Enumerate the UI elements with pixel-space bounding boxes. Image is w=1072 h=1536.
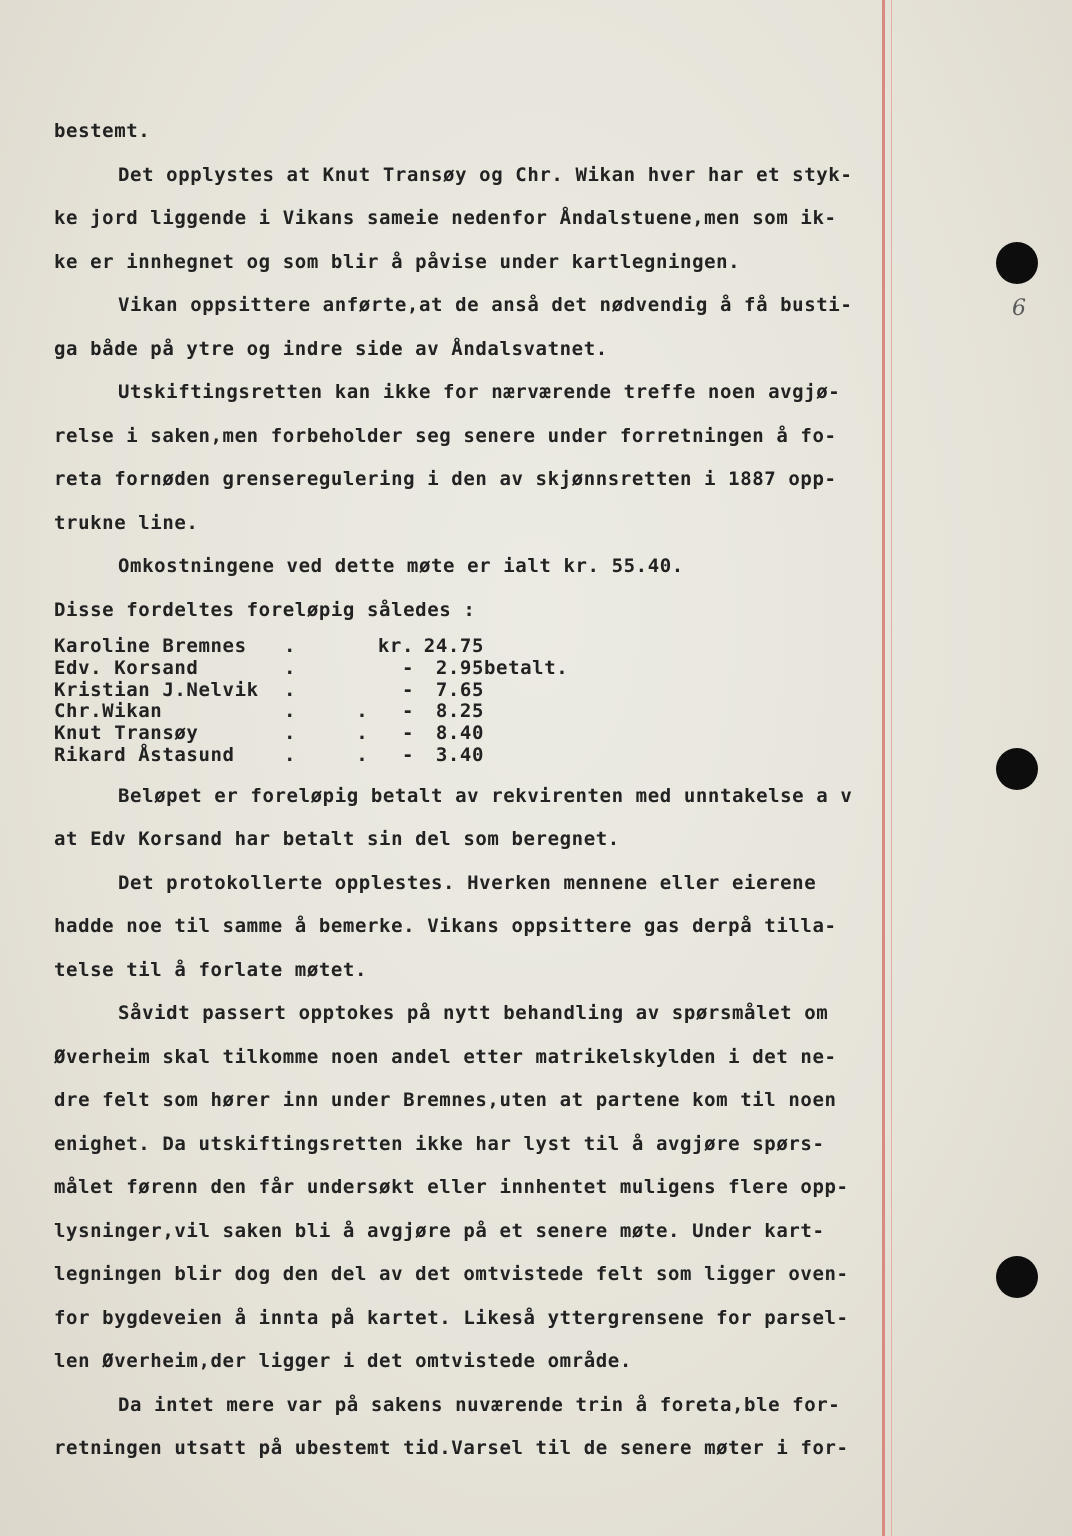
text-line: for bygdeveien å innta på kartet. Likeså yttergrensene for parsel- [54, 1306, 849, 1329]
currency: - [401, 678, 414, 701]
table-row [54, 658, 568, 680]
margin-annotation: 6 [1012, 296, 1026, 321]
leader-dots: . . [284, 722, 369, 745]
text-line: lysninger,vil saken bli å avgjøre på et senere møte. Under kart- [54, 1219, 825, 1242]
cost-distribution-table [54, 636, 568, 767]
leader-dots: . [284, 656, 297, 679]
margin-rule-secondary [891, 0, 892, 1536]
text-line: telse til å forlate møtet. [54, 958, 368, 981]
text-line: ga både på ytre og indre side av Åndalsvatnet. [54, 337, 608, 360]
table-row [54, 745, 568, 767]
table-row [54, 680, 568, 702]
text-line: enighet. Da utskiftingsretten ikke har lyst til å avgjøre spørs- [54, 1132, 825, 1155]
text-line: len Øverheim,der ligger i det omtvistede område. [54, 1350, 632, 1373]
payer-name: Rikard Åstasund [54, 743, 235, 766]
leader-dots: . . [284, 700, 369, 723]
text-line: Utskiftingsretten kan ikke for nærværende treffe noen avgjø- [118, 381, 841, 403]
text-line: Det protokollerte opplestes. Hverken mennene eller eierene [118, 871, 817, 894]
text-line: Disse fordeltes foreløpig således : [54, 598, 476, 621]
table-row [54, 723, 568, 745]
text-line: Omkostningene ved dette møte er ialt kr. 55.40. [118, 555, 684, 577]
payer-name: Chr.Wikan [54, 700, 163, 723]
amount: 2.95 [435, 656, 484, 679]
amount: 24.75 [423, 635, 484, 657]
text-line: reta fornøden grenseregulering i den av skjønnsretten i 1887 opp- [54, 468, 837, 490]
punch-hole-middle [996, 748, 1038, 790]
text-line: Vikan oppsittere anførte,at de anså det nødvendig å få busti- [118, 294, 853, 316]
text-line: ke er innhegnet og som blir å påvise under kartlegningen. [54, 250, 741, 273]
currency: - [401, 722, 414, 745]
table-row [54, 636, 568, 658]
text-line: bestemt. [54, 120, 151, 142]
leader-dots: . . [284, 743, 369, 766]
text-line: hadde noe til samme å bemerke. Vikans oppsittere gas derpå tilla- [54, 915, 837, 938]
text-line: trukne line. [54, 511, 199, 534]
text-line: Beløpet er foreløpig betalt av rekvirenten med unntakelse a v [118, 784, 853, 807]
payer-name: Karoline Bremnes [54, 635, 247, 657]
leader-dots: . [284, 678, 297, 701]
amount: 7.65 [435, 678, 484, 701]
text-line: legningen blir dog den del av det omtvistede felt som ligger oven- [54, 1263, 849, 1286]
payment-note [484, 745, 568, 767]
text-line: at Edv Korsand har betalt sin del som beregnet. [54, 828, 620, 851]
payer-name: Kristian J.Nelvik [54, 678, 259, 701]
text-line: Såvidt passert opptokes på nytt behandling av spørsmålet om [118, 1002, 829, 1025]
document-text [54, 110, 884, 1471]
text-line: Det opplystes at Knut Transøy og Chr. Wikan hver har et styk- [118, 163, 853, 186]
table-row [54, 701, 568, 723]
payer-name: Edv. Korsand [54, 656, 199, 679]
payer-name: Knut Transøy [54, 722, 199, 745]
text-line: dre felt som hører inn under Bremnes,uten at partene kom til noen [54, 1089, 837, 1112]
text-line: ke jord liggende i Vikans sameie nedenfor Åndalstuene,men som ik- [54, 207, 837, 229]
amount: 8.25 [435, 700, 484, 723]
text-line: Øverheim skal tilkomme noen andel etter matrikelskylden i det ne- [54, 1045, 837, 1068]
currency: - [401, 656, 414, 679]
currency: kr. [377, 635, 414, 657]
amount: 8.40 [435, 722, 484, 745]
currency: - [401, 743, 414, 766]
payment-note [484, 636, 568, 658]
payment-note [484, 701, 568, 723]
leader-dots: . [284, 635, 297, 657]
punch-hole-top [996, 242, 1038, 284]
text-line: Da intet mere var på sakens nuværende trin å foreta,ble for- [118, 1393, 841, 1416]
text-line: målet førenn den får undersøkt eller innhentet muligens flere opp- [54, 1176, 849, 1199]
payment-note [484, 723, 568, 745]
payment-note [484, 680, 568, 702]
text-line: relse i saken,men forbeholder seg senere under forretningen å fo- [54, 424, 837, 447]
text-line: retningen utsatt på ubestemt tid.Varsel til de senere møter i for- [54, 1437, 849, 1460]
payment-note: betalt. [484, 656, 569, 679]
amount: 3.40 [435, 743, 484, 766]
currency: - [401, 700, 414, 723]
punch-hole-bottom [996, 1256, 1038, 1298]
